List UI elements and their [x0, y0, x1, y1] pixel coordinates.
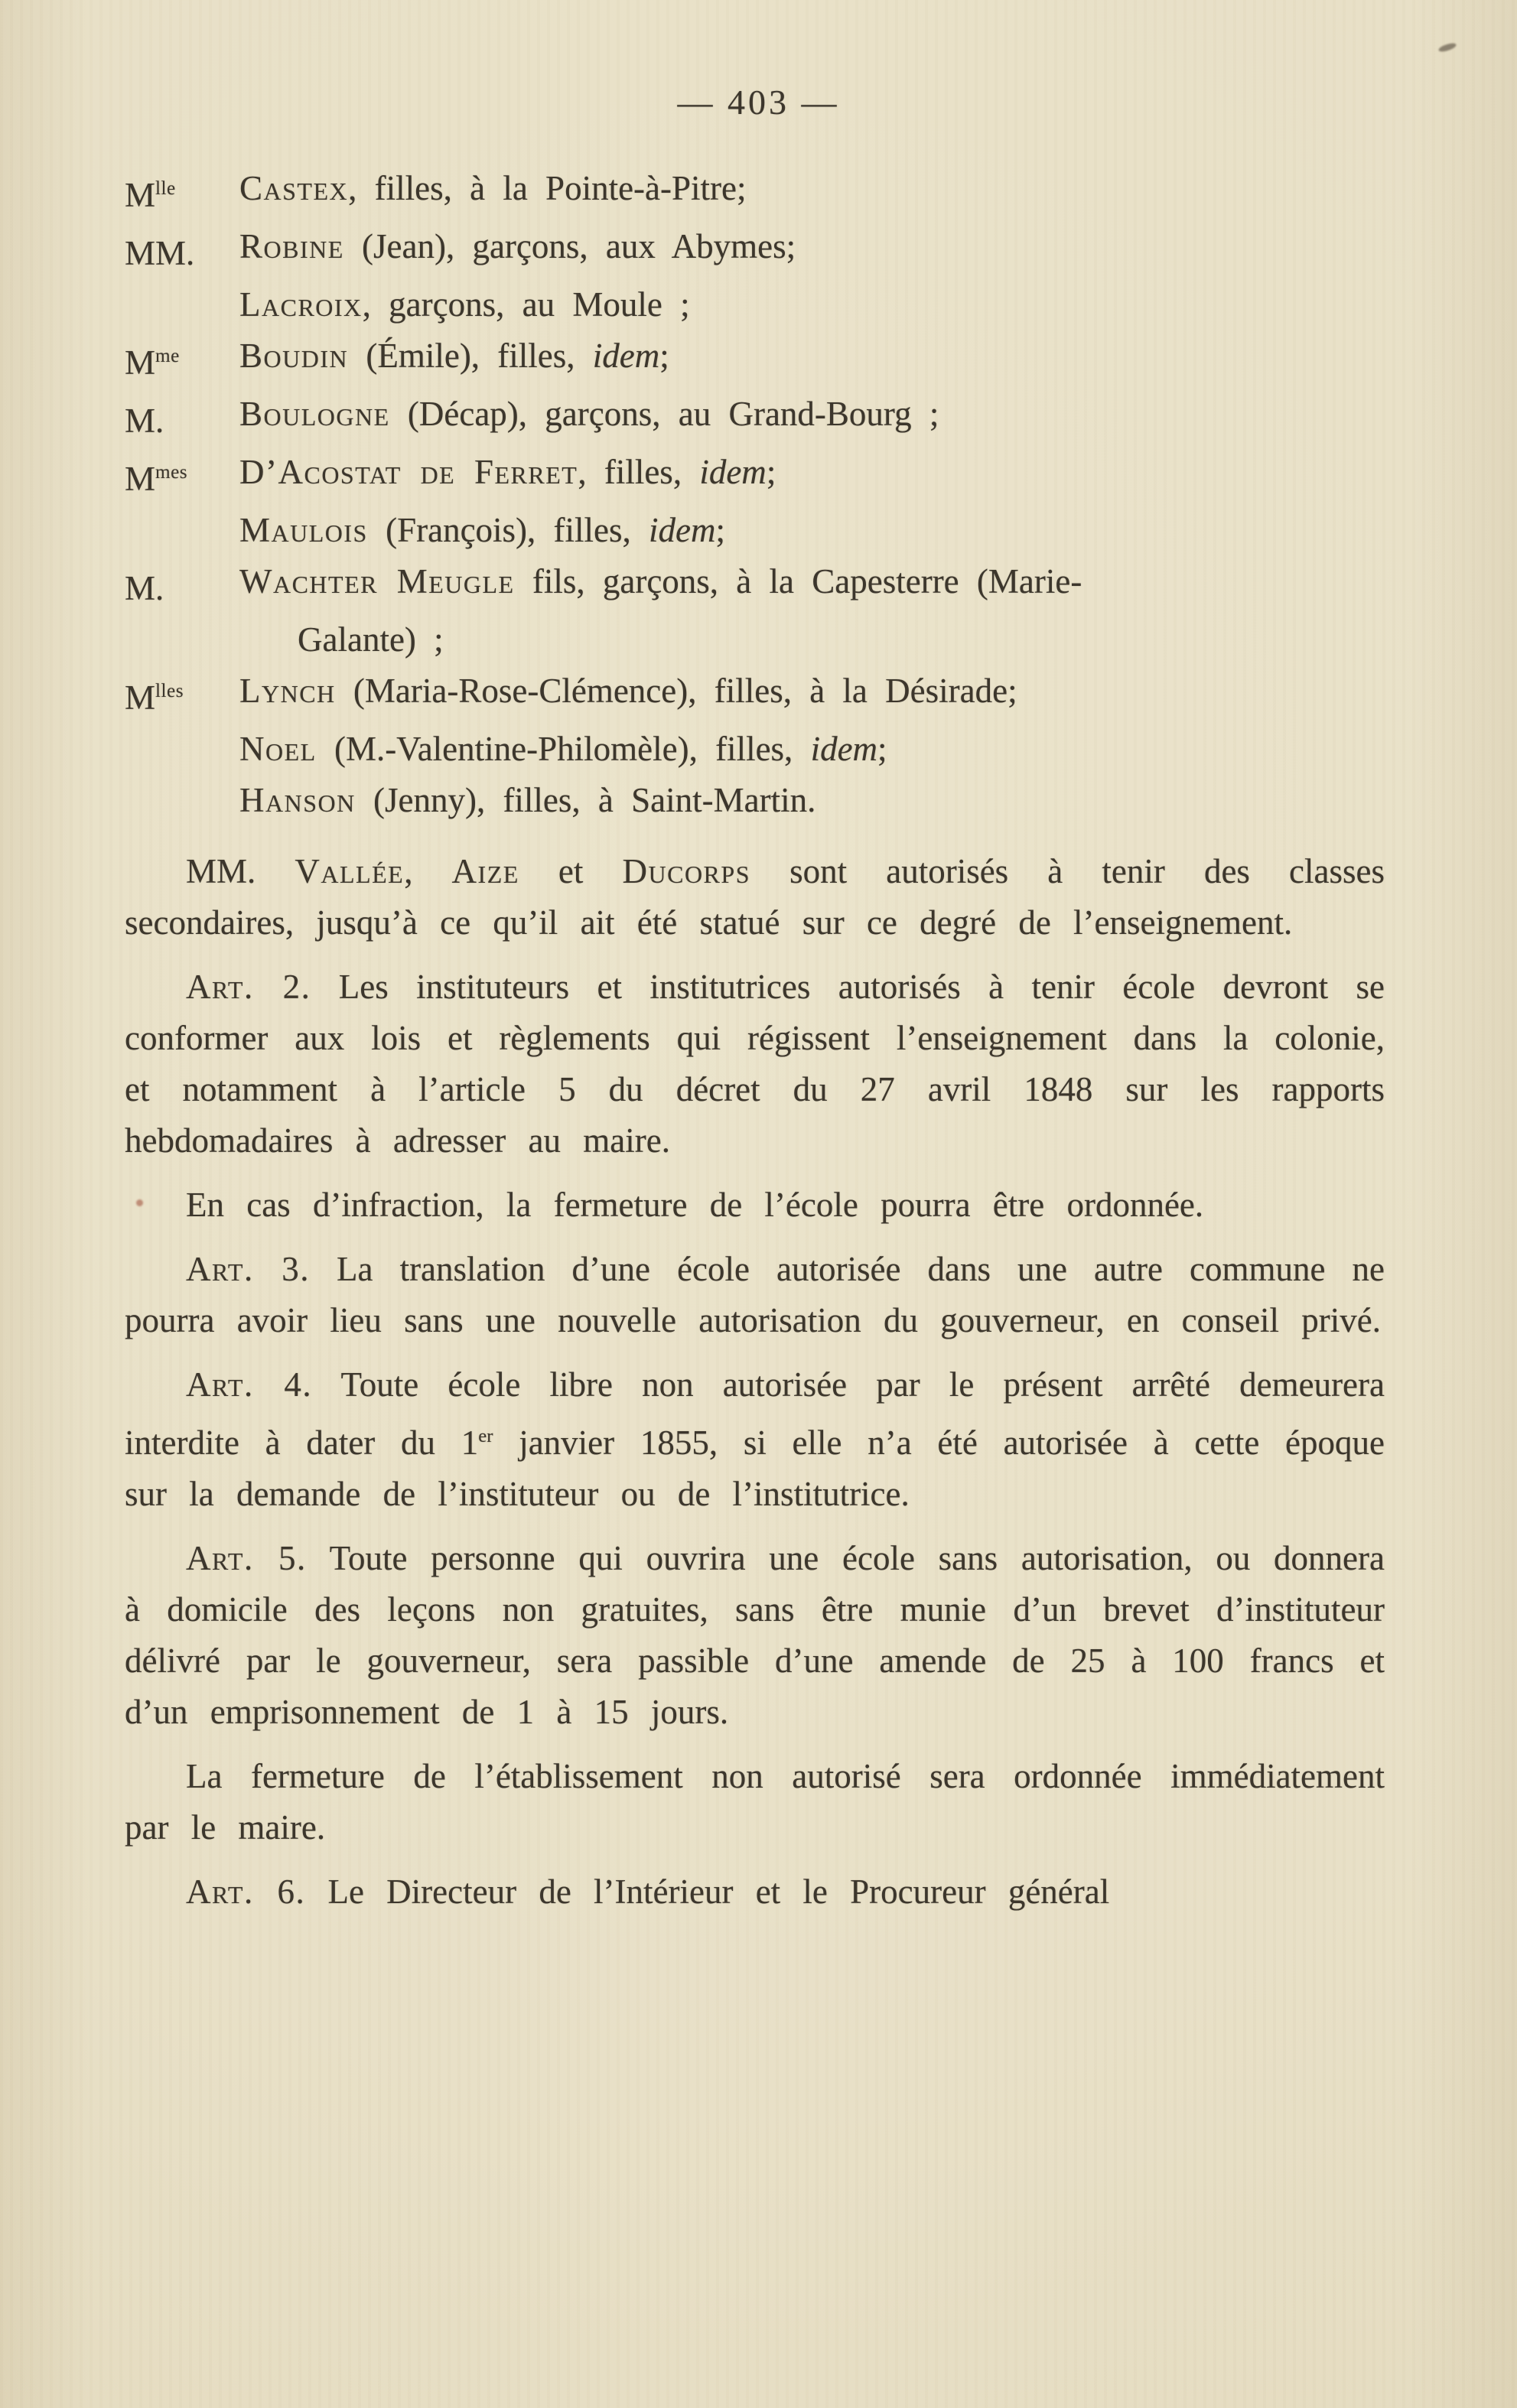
person-name: Vallée	[295, 852, 405, 890]
entry-text: Boudin (Émile), filles, idem;	[239, 337, 669, 375]
paragraph-article-2: Art. 2. Les instituteurs et institutrices autorisés à tenir école devront se conformer aux lois et règlements qui régissent l’enseignement dans la colonie, et notamment à l’article 5 du décret du 27 avril 1848 sur les rapports hebdomadaires à adresser au maire.	[125, 968, 1385, 1160]
entry-text: Noel (M.-Valentine-Philomèle), filles, idem;	[239, 730, 887, 768]
paragraph-article-6: Art. 6. Le Directeur de l’Intérieur et le Procureur général	[186, 1873, 1110, 1911]
entry-text: Lynch (Maria-Rose-Clémence), filles, à la Désirade;	[239, 672, 1017, 710]
person-name: Maulois	[239, 511, 368, 549]
list-entry	[125, 447, 1385, 505]
entry-text: Maulois (François), filles, idem;	[239, 511, 726, 549]
ink-speck	[136, 1199, 143, 1206]
honorific-label	[125, 775, 239, 826]
idem-italic: idem	[810, 730, 878, 768]
honorific-label	[125, 279, 239, 330]
entry-text: Wachter Meugle fils, garçons, à la Capesterre (Marie-	[239, 562, 1082, 600]
person-name: Boulogne	[239, 395, 390, 433]
honorific-label	[125, 614, 239, 665]
idem-italic: idem	[592, 337, 660, 375]
honorific-label	[125, 724, 239, 775]
paragraph-secondary-classes: MM. Vallée, Aize et Ducorps sont autorisés à tenir des classes secondaires, jusqu’à ce qu’il ait été statué sur ce degré de l’enseignement.	[125, 852, 1385, 942]
person-name: Castex	[239, 169, 349, 207]
honorific-label: M.	[125, 402, 164, 440]
list-entry	[125, 279, 1385, 330]
paragraph-infraction: En cas d’infraction, la fermeture de l’école pourra être ordonnée.	[186, 1186, 1204, 1224]
article-lead: Art. 4.	[186, 1365, 313, 1404]
person-name: Hanson	[239, 781, 356, 819]
list-entry	[125, 163, 1385, 221]
person-name: Wachter Meugle	[239, 562, 515, 600]
person-name: Lynch	[239, 672, 336, 710]
decree-body	[0, 846, 1517, 1918]
list-entry	[125, 505, 1385, 556]
person-name: Ducorps	[622, 852, 750, 890]
entry-text: Robine (Jean), garçons, aux Abymes;	[239, 227, 796, 265]
idem-italic: idem	[649, 511, 716, 549]
entry-text: Castex, filles, à la Pointe-à-Pitre;	[239, 169, 747, 207]
paragraph-article-5: Art. 5. Toute personne qui ouvrira une école sans autorisation, ou donnera à domicile des leçons non gratuites, sans être munie d’un brevet d’instituteur délivré par le gouverneur, sera passible d’une amende de 25 à 100 francs et d’un emprisonnement de 1 à 15 jours.	[125, 1539, 1385, 1731]
idem-italic: idem	[699, 453, 767, 491]
list-entry-continuation	[125, 614, 1385, 665]
list-entry	[125, 556, 1385, 614]
honorific-label: $M^{mes}$	[125, 460, 188, 498]
person-name: Boudin	[239, 337, 349, 375]
person-name: Lacroix	[239, 285, 363, 324]
list-entry	[125, 221, 1385, 279]
person-name: Aize	[451, 852, 519, 890]
honorific-label: $M^{lle}$	[125, 176, 176, 214]
paragraph-article-4: Art. 4. Toute école libre non autorisée par le présent arrêté demeurera interdite à dater du 1er janvier 1855, si elle n’a été autorisée à cette époque sur la demande de l’instituteur ou de l’institutrice.	[125, 1365, 1385, 1513]
list-entry	[125, 775, 1385, 826]
page-number: — 403 —	[677, 83, 840, 122]
article-lead: Art. 3.	[186, 1250, 311, 1288]
entry-text: Lacroix, garçons, au Moule ;	[239, 285, 690, 324]
honorific-label: MM.	[125, 234, 195, 272]
entry-text: Galante) ;	[298, 620, 444, 659]
article-lead: Art. 6.	[186, 1873, 306, 1911]
ordinal-superscript: er	[478, 1426, 493, 1446]
paragraph-closure: La fermeture de l’établissement non autorisé sera ordonnée immédiatement par le maire.	[125, 1757, 1385, 1847]
entry-text: D’Acostat de Ferret, filles, idem;	[239, 453, 776, 491]
paragraph-article-3: Art. 3. La translation d’une école autorisée dans une autre commune ne pourra avoir lieu sans une nouvelle autorisation du gouverneur, en conseil privé.	[125, 1250, 1385, 1339]
list-entry	[125, 389, 1385, 447]
person-name: Noel	[239, 730, 317, 768]
honorific-label: $M^{me}$	[125, 343, 180, 382]
honorific-label: $M^{lles}$	[125, 678, 184, 717]
person-name: D’Acostat de Ferret	[239, 453, 578, 491]
honorific-label	[125, 505, 239, 556]
list-entry	[125, 724, 1385, 775]
article-lead: Art. 5.	[186, 1539, 307, 1577]
list-entry	[125, 330, 1385, 389]
teacher-authorization-list	[0, 163, 1517, 826]
entry-text: Hanson (Jenny), filles, à Saint-Martin.	[239, 781, 816, 819]
entry-text: Boulogne (Décap), garçons, au Grand-Bourg ;	[239, 395, 939, 433]
person-name: Robine	[239, 227, 344, 265]
list-entry	[125, 665, 1385, 724]
honorific-label: M.	[125, 569, 164, 607]
article-lead: Art. 2.	[186, 968, 311, 1006]
